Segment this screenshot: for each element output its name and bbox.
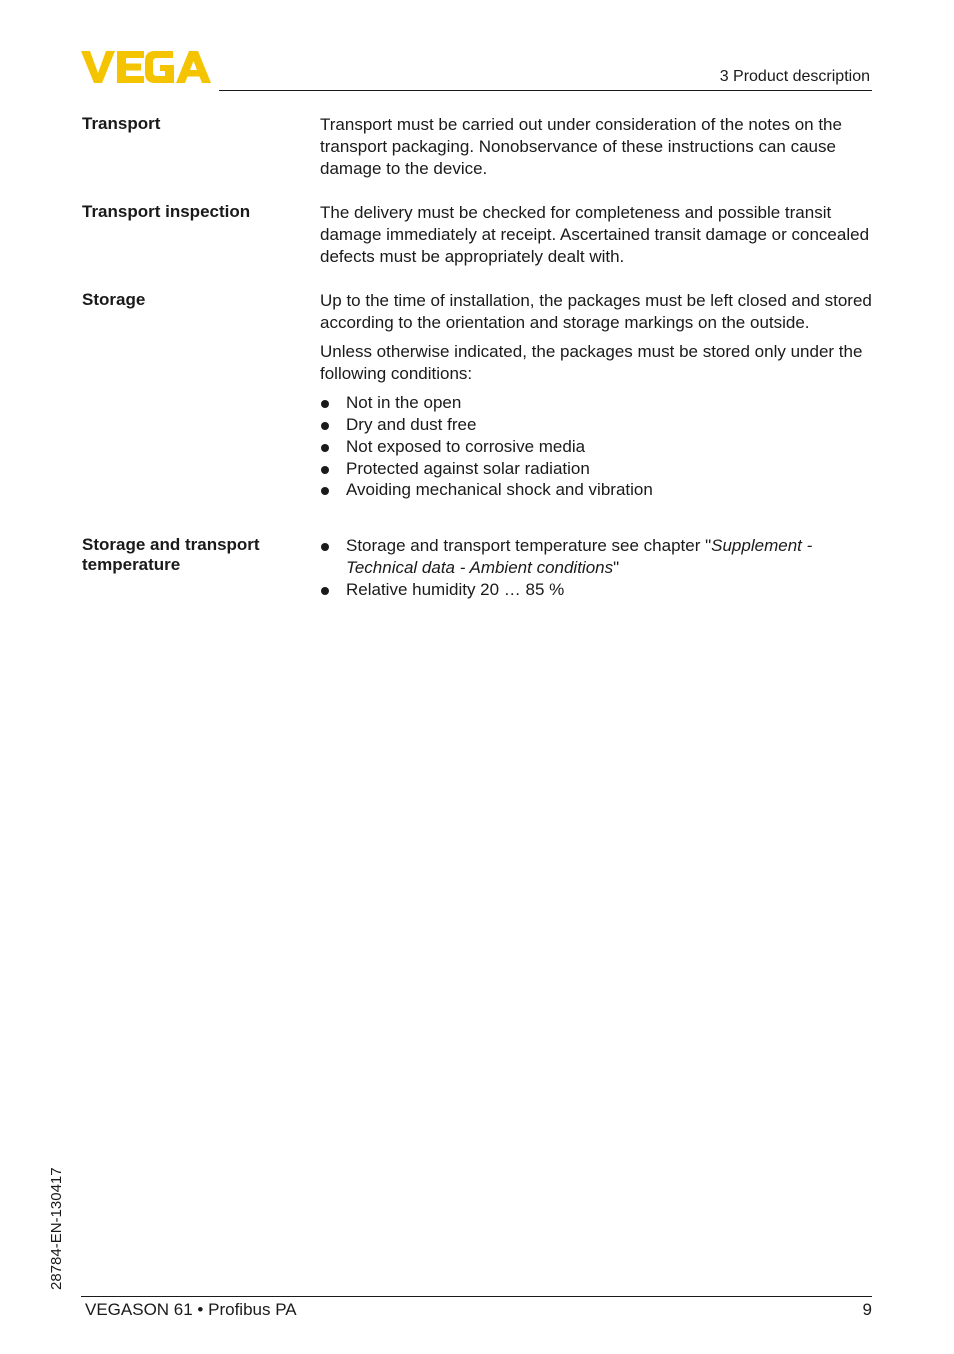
storage-temperature-list <box>320 535 872 600</box>
bullet-icon <box>321 400 329 408</box>
footer-product: VEGASON 61 • Profibus PA <box>85 1300 297 1319</box>
transport-inspection-body <box>320 202 872 275</box>
header-rule <box>219 90 872 91</box>
list-item: Relative humidity 20 … 85 % <box>320 579 872 601</box>
bullet-icon <box>321 466 329 474</box>
document-number: 28784-EN-130417 <box>48 1167 65 1290</box>
bullet-icon <box>321 422 329 430</box>
storage-label: Storage <box>82 290 146 309</box>
storage-text-2: Unless otherwise indicated, the packages must be stored only under the following conditions: <box>320 342 863 383</box>
list-item: Dry and dust free <box>320 414 872 436</box>
storage-conditions-list <box>320 392 872 501</box>
chapter-reference: Supplement - Technical data - Ambient conditions <box>346 536 813 577</box>
bullet-icon <box>321 444 329 452</box>
section-title: 3 Product description <box>719 68 870 85</box>
vega-logo <box>81 51 211 83</box>
storage-body <box>320 290 872 501</box>
bullet-icon <box>321 587 329 595</box>
page-number: 9 <box>862 1300 872 1319</box>
list-item: Protected against solar radiation <box>320 458 872 480</box>
transport-text: Transport must be carried out under consideration of the notes on the transport packaging. Nonobservance of these instructions can cause damage to the device. <box>320 115 842 178</box>
storage-temperature-label: Storage and transport temperature <box>82 535 260 574</box>
transport-inspection-label: Transport inspection <box>82 202 251 221</box>
transport-label: Transport <box>82 114 161 133</box>
bullet-icon <box>321 487 329 495</box>
storage-temperature-body <box>320 535 872 600</box>
footer-rule <box>81 1296 872 1297</box>
list-item: Avoiding mechanical shock and vibration <box>320 479 872 501</box>
list-item: Storage and transport temperature see chapter "Supplement - Technical data - Ambient conditions" <box>320 535 872 579</box>
list-item: Not exposed to corrosive media <box>320 436 872 458</box>
list-item: Not in the open <box>320 392 872 414</box>
transport-inspection-text: The delivery must be checked for completeness and possible transit damage immediately at receipt. Ascertained transit damage or concealed defects must be appropriately dealt with. <box>320 203 870 266</box>
transport-body <box>320 114 872 187</box>
bullet-icon <box>321 543 329 551</box>
storage-text-1: Up to the time of installation, the packages must be left closed and stored according to the orientation and storage markings on the outside. <box>320 291 872 332</box>
